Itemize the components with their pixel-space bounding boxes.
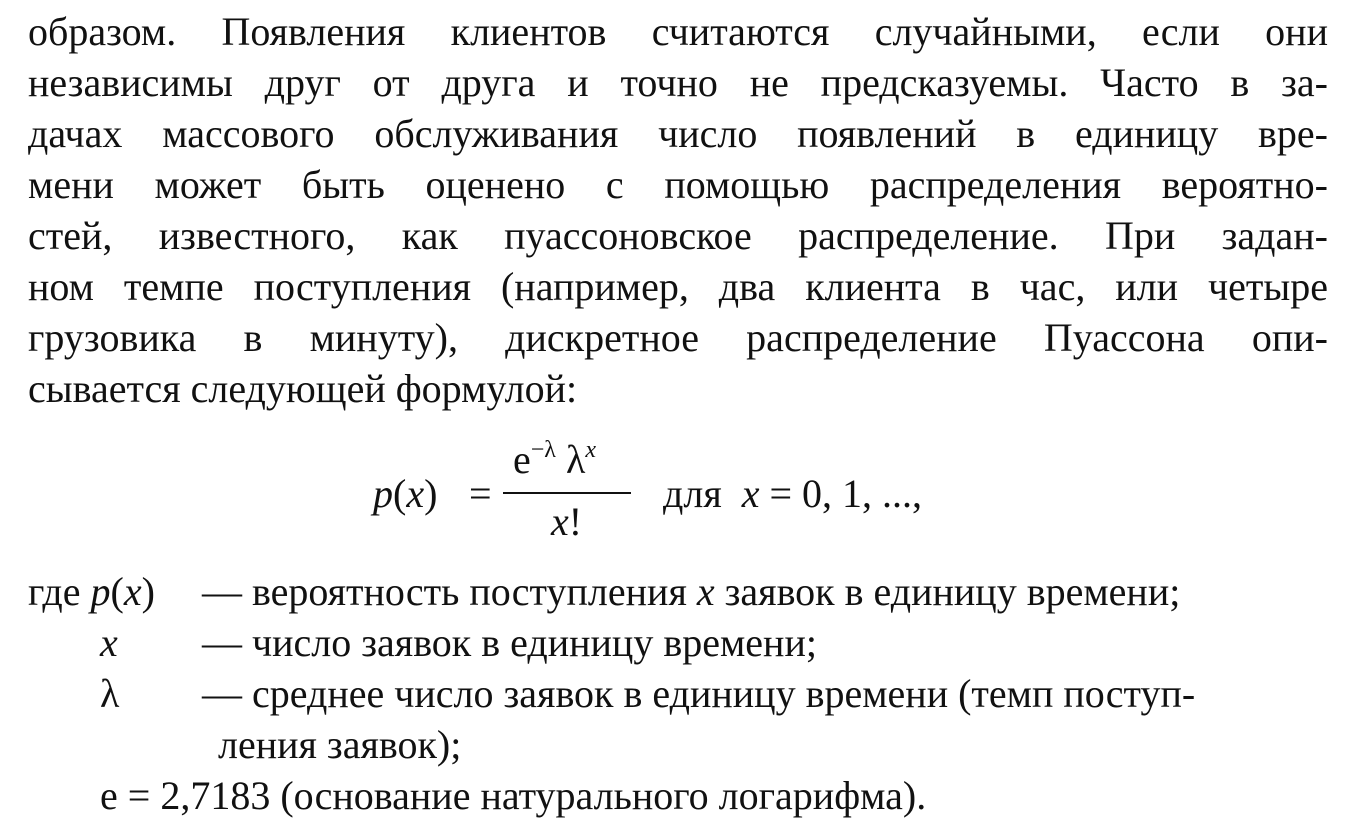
fraction-bar [503,492,631,494]
formula-lhs-arg: x [406,471,425,516]
poisson-formula [373,430,993,550]
numerator-exponent: −λ [530,437,556,463]
legend-p-desc-after: заявок в единицу времени; [724,569,1181,614]
legend-desc-lambda-cont: ления заявок); [218,722,462,767]
formula-fraction [503,430,633,550]
legend-desc-p [202,566,1338,617]
paragraph-line: ном темпе поступления (например, два клиента в час, или четыре [28,264,1328,309]
formula-lhs: p(x) [373,471,438,516]
body-paragraph [28,6,1328,414]
legend-where-word: где [28,569,81,614]
legend-row-lambda [28,668,1338,719]
formula-numerator [513,436,596,483]
legend-e-definition: e = 2,7183 (основание натурального логарифма). [100,773,927,818]
paragraph-line: образом. Появления клиентов считаются случайными, если они [28,9,1328,54]
legend-p-arg: x [123,569,142,614]
legend-row-lambda-cont [28,719,1338,770]
paragraph-line: стей, известного, как пуассоновское распределение. При задан- [28,213,1328,258]
formula-for-var: x [741,471,760,516]
formula-for-word: для [663,471,722,516]
numerator-lambda: λ [565,437,586,482]
denominator-factorial: ! [568,499,583,544]
legend-p-desc-var: x [696,569,715,614]
paragraph-line: мени может быть оценено с помощью распределения вероятно- [28,162,1328,207]
denominator-var: x [551,499,569,544]
numerator-base: e [513,437,531,482]
formula-equals: = [469,471,492,516]
paragraph-line: грузовика в минуту), дискретное распределение Пуассона опи- [28,315,1328,360]
formula-lhs-func: p [373,471,393,516]
formula-domain [663,470,922,517]
legend-term-lambda: λ [100,671,120,716]
formula-denominator [551,498,582,545]
paragraph-line: независимы друг от друга и точно не предсказуемы. Часто в за- [28,60,1328,105]
numerator-lambda-exponent: x [585,437,596,463]
paragraph-line: сывается следующей формулой: [28,366,578,411]
legend-row-x [28,617,1338,668]
legend-p-desc-before: — вероятность поступления [202,569,687,614]
legend-desc-lambda: — среднее число заявок в единицу времени (темп поступ- [202,671,1196,716]
legend-term-x: x [100,620,118,665]
legend-term-p: где p(x) [28,569,155,614]
formula-legend [28,566,1338,821]
formula-for-values: = 0, 1, ..., [769,471,923,516]
paragraph-line: дачах массового обслуживания число появлений в единицу вре- [28,111,1328,156]
legend-p-func: p [90,569,111,614]
legend-row-p [28,566,1338,617]
legend-desc-x: — число заявок в единицу времени; [202,620,817,665]
legend-row-e [28,770,1338,821]
